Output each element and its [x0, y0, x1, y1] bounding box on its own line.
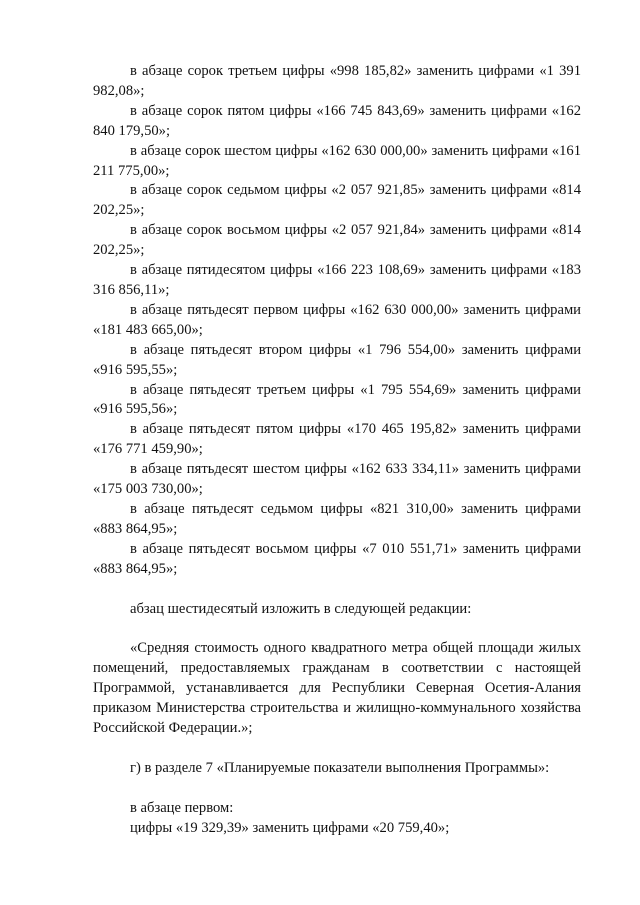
amendment-paragraph-56: в абзаце пятьдесят шестом цифры «162 633 334,11» заменить цифрами «175 003 730,00»;: [93, 461, 581, 498]
amendment-paragraph-48: в абзаце сорок восьмом цифры «2 057 921,84» заменить цифрами «814 202,25»;: [93, 222, 581, 259]
amendment-paragraph-51: в абзаце пятьдесят первом цифры «162 630 000,00» заменить цифрами «181 483 665,00»;: [93, 301, 581, 338]
amendment-paragraph-52: в абзаце пятьдесят втором цифры «1 796 554,00» заменить цифрами «916 595,55»;: [93, 341, 581, 378]
spacer: [93, 580, 581, 600]
amendment-paragraph-55: в абзаце пятьдесят пятом цифры «170 465 195,82» заменить цифрами «176 771 459,90»;: [93, 421, 581, 458]
amendment-paragraph-45: в абзаце сорок пятом цифры «166 745 843,69» заменить цифрами «162 840 179,50»;: [93, 102, 581, 139]
spacer: [93, 619, 581, 639]
amendment-paragraph-46: в абзаце сорок шестом цифры «162 630 000,00» заменить цифрами «161 211 775,00»;: [93, 142, 581, 179]
section-g-heading: г) в разделе 7 «Планируемые показатели выполнения Программы»:: [130, 760, 550, 776]
spacer: [93, 779, 581, 799]
sixtieth-paragraph-heading: абзац шестидесятый изложить в следующей редакции:: [130, 600, 472, 617]
amendment-paragraph-50: в абзаце пятидесятом цифры «166 223 108,69» заменить цифрами «183 316 856,11»;: [93, 262, 581, 298]
document-page: [93, 62, 581, 839]
amendment-paragraph-53: в абзаце пятьдесят третьем цифры «1 795 554,69» заменить цифрами «916 595,56»;: [93, 381, 581, 418]
quoted-new-text: «Средняя стоимость одного квадратного метра общей площади жилых помещений, предоставляемых гражданам в соответствии с настоящей Программой, устанавливается для Республики Северная Осетия-Алания приказом Министерства строительства и жилищно-коммунального хозяйства Российской Федерации.»;: [93, 640, 581, 737]
first-paragraph-label: в абзаце первом:: [130, 799, 234, 816]
amendment-paragraph-58: в абзаце пятьдесят восьмом цифры «7 010 551,71» заменить цифрами «883 864,95»;: [93, 540, 581, 577]
amendment-paragraph-43: в абзаце сорок третьем цифры «998 185,82» заменить цифрами «1 391 982,08»;: [93, 63, 581, 99]
spacer: [93, 739, 581, 759]
first-paragraph-change: цифры «19 329,39» заменить цифрами «20 759,40»;: [130, 819, 450, 836]
amendment-paragraph-57: в абзаце пятьдесят седьмом цифры «821 310,00» заменить цифрами «883 864,95»;: [93, 500, 581, 537]
amendment-paragraph-47: в абзаце сорок седьмом цифры «2 057 921,85» заменить цифрами «814 202,25»;: [93, 182, 581, 219]
